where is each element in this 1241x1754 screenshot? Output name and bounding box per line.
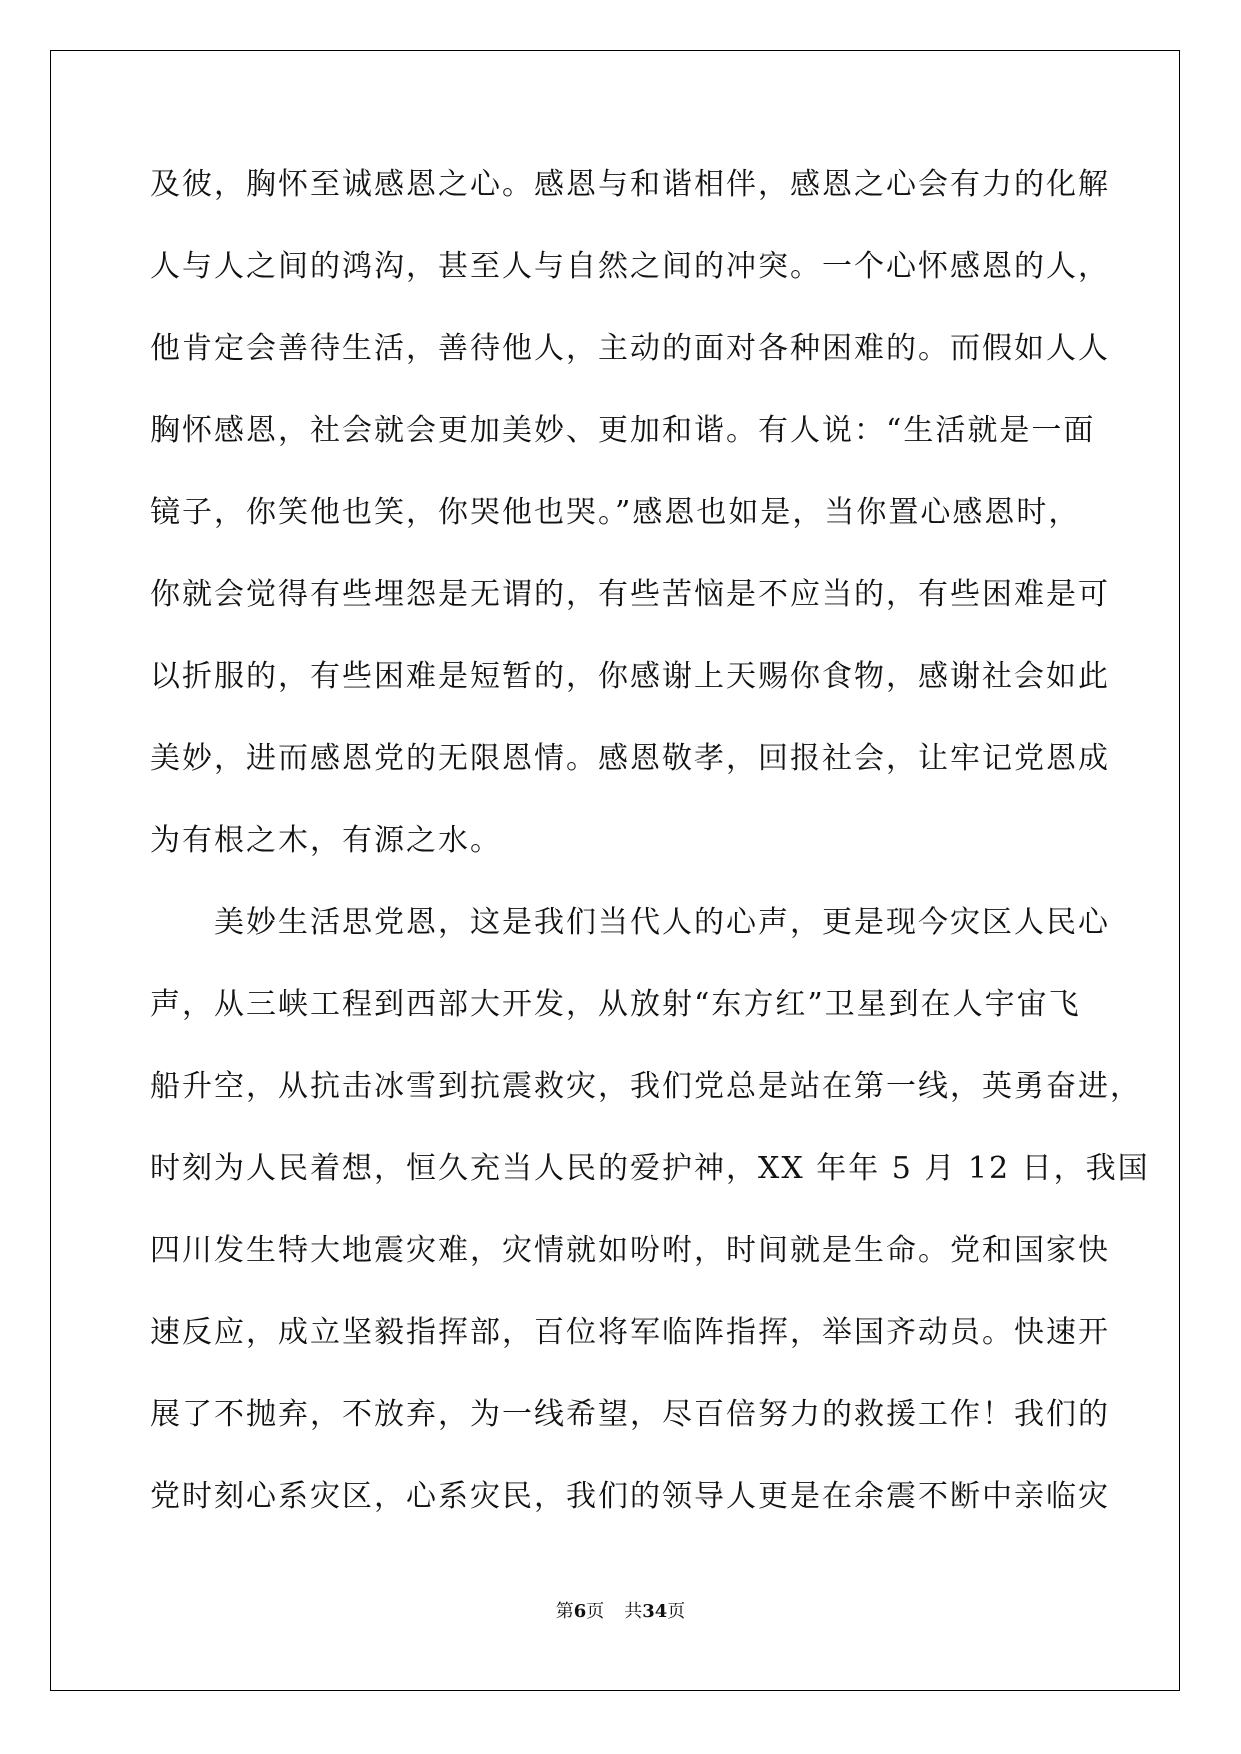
footer-total-prefix: 共 [624,1601,643,1622]
text-line: 以折服的，有些困难是短暂的，你感谢上天赐你食物，感谢社会如此 [150,659,1110,694]
text-line: 及彼，胸怀至诚感恩之心。感恩与和谐相伴，感恩之心会有力的化解 [150,167,1110,202]
text-line: 为有根之木，有源之水。 [150,823,502,858]
footer-page-word: 页 [586,1601,605,1622]
body-text [150,155,1150,1549]
text-line: 展了不抛弃，不放弃，为一线希望，尽百倍努力的救援工作！我们的 [150,1397,1110,1432]
text-line: 船升空，从抗击冰雪到抗震救灾，我们党总是站在第一线，英勇奋进， [150,1069,1142,1104]
text-line: 美妙生活思党恩，这是我们当代人的心声，更是现今灾区人民心 [150,905,1110,940]
footer-prefix: 第 [555,1601,574,1622]
text-line: 党时刻心系灾区，心系灾民，我们的领导人更是在余震不断中亲临灾 [150,1479,1110,1514]
page-footer [0,1597,1241,1623]
text-line: 他肯定会善待生活，善待他人，主动的面对各种困难的。而假如人人 [150,331,1110,366]
footer-total-suffix: 页 [667,1601,686,1622]
text-line: 四川发生特大地震灾难，灾情就如吩咐，时间就是生命。党和国家快 [150,1233,1110,1268]
text-line: 胸怀感恩，社会就会更加美妙、更加和谐。有人说：“生活就是一面 [150,413,1096,448]
text-line: 时刻为人民着想，恒久充当人民的爱护神，XX 年年 5 月 12 日，我国 [150,1151,1150,1186]
text-line: 人与人之间的鸿沟，甚至人与自然之间的冲突。一个心怀感恩的人， [150,249,1110,284]
text-line: 你就会觉得有些埋怨是无谓的，有些苦恼是不应当的，有些困难是可 [150,577,1110,612]
current-page-number: 6 [573,1601,587,1622]
text-line: 镜子，你笑他也笑，你哭他也哭。”感恩也如是，当你置心感恩时， [150,495,1081,530]
total-pages-number: 34 [642,1601,668,1622]
text-line: 美妙，进而感恩党的无限恩情。感恩敬孝，回报社会，让牢记党恩成 [150,741,1110,776]
text-line: 速反应，成立坚毅指挥部，百位将军临阵指挥，举国齐动员。快速开 [150,1315,1110,1350]
text-line: 声，从三峡工程到西部大开发，从放射“东方红”卫星到在人宇宙飞 [150,987,1081,1022]
